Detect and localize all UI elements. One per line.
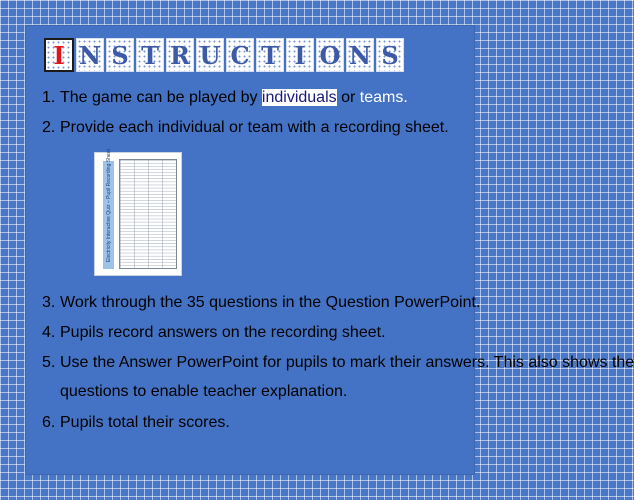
step-text-pre: The game can be played by (60, 89, 262, 106)
step-number: 5. (42, 354, 56, 371)
title-letter-tile: S (376, 38, 404, 72)
recording-sheet-grid (119, 159, 177, 269)
step-number: 1. (42, 89, 56, 106)
step-text: Use the Answer PowerPoint for pupils to mark their answers. This also shows the (60, 354, 634, 371)
highlight-individuals: individuals (261, 89, 337, 106)
step-text: Pupils total their scores. (60, 414, 230, 431)
title-letter-tile: N (346, 38, 374, 72)
recording-sheet-label: Electricity Interactive Quiz – Pupil Recording Sheet (106, 149, 112, 262)
step-number: 2. (42, 119, 56, 136)
title-letter-tile: I (44, 38, 74, 72)
recording-sheet-side-label (103, 149, 114, 269)
step-text: Work through the 35 questions in the Question PowerPoint. (60, 294, 481, 311)
title-letter-tile: T (136, 38, 164, 72)
title-letter-tile: O (316, 38, 344, 72)
title-letter-tile: S (106, 38, 134, 72)
title-banner (44, 36, 456, 76)
step-number: 3. (42, 294, 56, 311)
step-number: 6. (42, 414, 56, 431)
title-letter-tile: T (256, 38, 284, 72)
recording-sheet-thumbnail (94, 149, 182, 276)
title-letter-tile: C (226, 38, 254, 72)
step-text-mid: or (336, 89, 360, 106)
step-text: Provide each individual or team with a recording sheet. (60, 119, 449, 136)
title-letter-tile: U (196, 38, 224, 72)
title-letter-tile: I (286, 38, 314, 72)
step-text (60, 89, 408, 107)
instructions-panel (26, 26, 634, 474)
step-text: Pupils record answers on the recording sheet. (60, 324, 386, 341)
step-text-continued: questions to enable teacher explanation. (60, 383, 348, 400)
title-letter-tile: R (166, 38, 194, 72)
title-letter-tile: N (76, 38, 104, 72)
step-number: 4. (42, 324, 56, 341)
highlight-teams: teams. (359, 89, 408, 106)
